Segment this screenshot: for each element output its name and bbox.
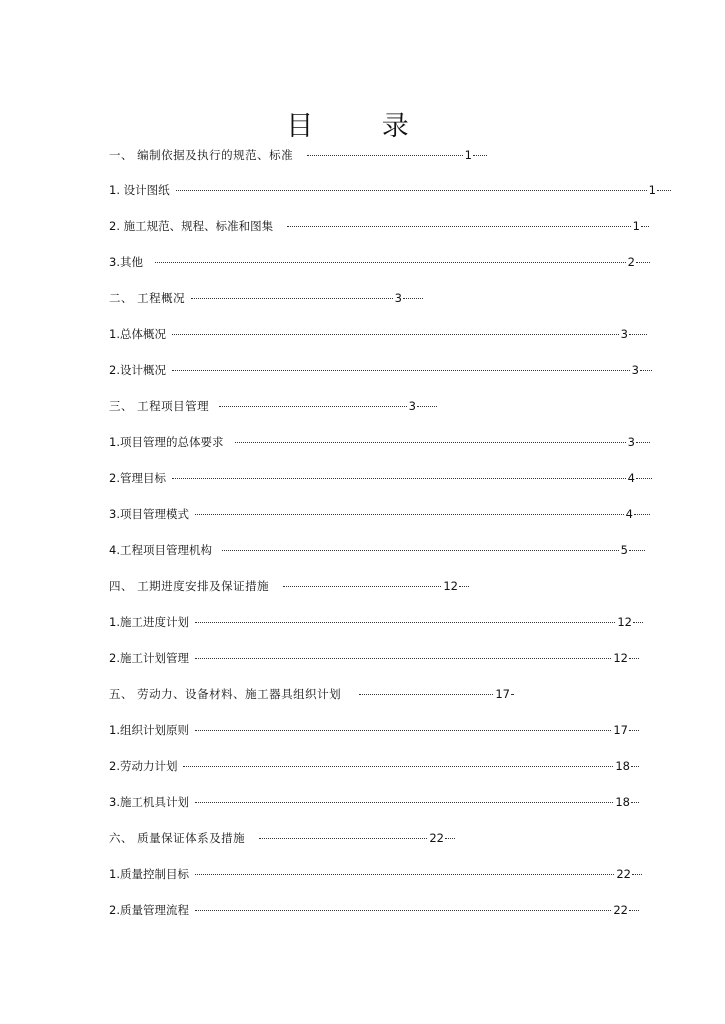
toc-entry-section — [109, 146, 487, 164]
toc-entry — [109, 649, 639, 667]
toc-entry — [109, 541, 645, 559]
toc-entry — [109, 793, 639, 811]
toc-entry-text: 2.劳动力计划 — [109, 759, 178, 773]
toc-entry — [109, 181, 671, 199]
toc-leader-dots — [307, 155, 463, 156]
toc-leader-dots — [191, 298, 393, 299]
toc-leader-dots — [403, 298, 423, 299]
toc-page-number: 5 — [620, 543, 628, 557]
toc-entry-section — [109, 577, 469, 595]
toc-entry — [109, 325, 647, 343]
toc-entry-text: 2.质量管理流程 — [109, 903, 189, 917]
toc-leader-dots — [631, 766, 639, 767]
toc-entry-text: 1.项目管理的总体要求 — [109, 435, 224, 449]
toc-leader-dots — [172, 370, 630, 371]
toc-entry-section — [109, 829, 455, 847]
toc-leader-dots — [172, 478, 626, 479]
toc-entry-text: 二、 工程概况 — [109, 291, 186, 305]
toc-entry-text: 2. 施工规范、规程、标准和图集 — [109, 219, 274, 233]
toc-leader-dots — [283, 586, 441, 587]
toc-leader-dots — [195, 802, 613, 803]
toc-entry-text: 五、 劳动力、设备材料、施工器具组织计划 — [109, 687, 342, 701]
toc-entry-section — [109, 289, 423, 307]
toc-entry — [109, 253, 650, 271]
toc-leader-dots — [629, 910, 639, 911]
toc-entry-text: 1.施工进度计划 — [109, 615, 189, 629]
toc-leader-dots — [629, 334, 647, 335]
toc-page-number: 1 — [632, 219, 640, 233]
toc-leader-dots — [222, 550, 619, 551]
toc-leader-dots — [633, 622, 643, 623]
toc-entry — [109, 433, 650, 451]
toc-leader-dots — [459, 586, 469, 587]
toc-leader-dots — [359, 694, 493, 695]
toc-entry-text: 四、 工期进度安排及保证措施 — [109, 579, 270, 593]
toc-entry-text: 3.其他 — [109, 255, 143, 269]
toc-leader-dots — [473, 155, 487, 156]
toc-page-number: 1 — [648, 183, 656, 197]
toc-leader-dots — [511, 694, 513, 695]
toc-entry — [109, 469, 652, 487]
toc-page-number: 12 — [617, 615, 632, 629]
toc-entry-text: 1.总体概况 — [109, 327, 166, 341]
toc-entry-text: 2.设计概况 — [109, 363, 166, 377]
toc-leader-dots — [631, 802, 639, 803]
toc-entry-text: 1. 设计图纸 — [109, 183, 170, 197]
toc-leader-dots — [183, 766, 613, 767]
page-title: 目 录 — [286, 111, 439, 142]
toc-page-number: 3 — [620, 327, 628, 341]
toc-page-number: 18 — [615, 795, 630, 809]
toc-page-number: 22 — [616, 867, 631, 881]
toc-leader-dots — [636, 262, 650, 263]
toc-page-number: 22 — [613, 903, 628, 917]
toc-leader-dots — [195, 874, 614, 875]
toc-page-number: 3 — [394, 291, 402, 305]
toc-entry-text: 一、 编制依据及执行的规范、标准 — [109, 148, 294, 162]
toc-leader-dots — [195, 730, 611, 731]
toc-leader-dots — [657, 190, 671, 191]
toc-page-number: 1 — [464, 148, 472, 162]
toc-page-number: 17 — [613, 723, 628, 737]
toc-page-number: 12 — [443, 579, 458, 593]
toc-leader-dots — [445, 838, 455, 839]
toc-leader-dots — [629, 550, 645, 551]
toc-page-number: 12 — [613, 651, 628, 665]
toc-page-number: 3 — [631, 363, 639, 377]
toc-page-number: 4 — [627, 471, 635, 485]
toc-leader-dots — [629, 730, 639, 731]
toc-entry-section — [109, 397, 437, 415]
toc-page-number: 22 — [429, 831, 444, 845]
toc-leader-dots — [629, 658, 639, 659]
toc-entry-text: 1.组织计划原则 — [109, 723, 189, 737]
toc-page-number: 4 — [625, 507, 633, 521]
toc-entry — [109, 757, 639, 775]
toc-leader-dots — [632, 874, 642, 875]
toc-leader-dots — [172, 334, 619, 335]
toc-leader-dots — [195, 514, 624, 515]
toc-entry — [109, 217, 649, 235]
toc-leader-dots — [235, 442, 625, 443]
toc-leader-dots — [195, 622, 615, 623]
toc-entry-text: 1.质量控制目标 — [109, 867, 189, 881]
toc-leader-dots — [195, 658, 611, 659]
toc-page-number: 2 — [627, 255, 635, 269]
toc-entry — [109, 865, 642, 883]
toc-entry — [109, 721, 639, 739]
toc-leader-dots — [417, 406, 437, 407]
toc-leader-dots — [259, 838, 427, 839]
toc-leader-dots — [640, 370, 652, 371]
toc-entry — [109, 361, 652, 379]
toc-entry-text: 2.施工计划管理 — [109, 651, 189, 665]
toc-leader-dots — [636, 442, 650, 443]
toc-page-number: 17 — [495, 687, 510, 701]
toc-leader-dots — [219, 406, 407, 407]
toc-entry-text: 4.工程项目管理机构 — [109, 543, 212, 557]
toc-entry — [109, 505, 650, 523]
toc-entry-text: 3.项目管理模式 — [109, 507, 189, 521]
toc-entry-text: 2.管理目标 — [109, 471, 166, 485]
toc-leader-dots — [155, 262, 626, 263]
toc-page-number: 3 — [408, 399, 416, 413]
toc-entry-text: 3.施工机具计划 — [109, 795, 189, 809]
toc-leader-dots — [195, 910, 611, 911]
toc-leader-dots — [641, 226, 649, 227]
toc-entry-text: 三、 工程项目管理 — [109, 399, 210, 413]
toc-leader-dots — [636, 478, 652, 479]
toc-page-number: 18 — [615, 759, 630, 773]
toc-entry-section — [109, 685, 513, 703]
toc-leader-dots — [287, 226, 631, 227]
toc-leader-dots — [176, 190, 647, 191]
toc-leader-dots — [634, 514, 650, 515]
toc-entry — [109, 901, 639, 919]
toc-page-number: 3 — [627, 435, 635, 449]
toc-entry-text: 六、 质量保证体系及措施 — [109, 831, 246, 845]
toc-entry — [109, 613, 643, 631]
